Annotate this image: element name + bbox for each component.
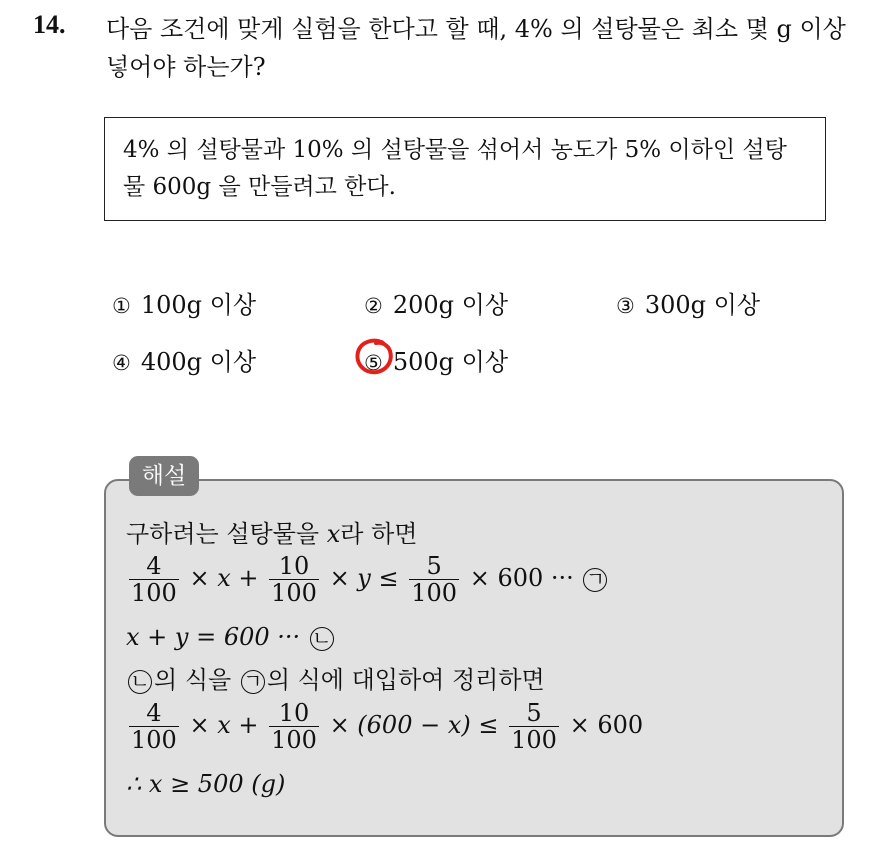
question-text: 다음 조건에 맞게 실험을 한다고 할 때, 4% 의 설탕물은 최소 몇 g 이상 넣어야 하는가? (106, 15, 846, 81)
fraction (269, 700, 319, 753)
choice-2[interactable] (364, 285, 508, 320)
equation-3 (126, 700, 643, 753)
denominator: 100 (511, 726, 557, 754)
term: × 600 ··· (469, 564, 582, 592)
choice-number: ② (364, 294, 383, 318)
term: × y ≤ (329, 564, 399, 592)
denominator: 100 (131, 726, 177, 754)
term: x + y = 600 ··· (126, 623, 308, 651)
condition-text: 4% 의 설탕물과 10% 의 설탕물을 섞어서 농도가 5% 이하인 설탕물 600g 을 만들려고 한다. (123, 137, 787, 200)
denominator: 100 (271, 579, 317, 607)
numerator: 4 (146, 699, 162, 727)
numerator: 10 (278, 699, 310, 727)
term: × x + (189, 564, 259, 592)
choice-number: ⑤ (364, 351, 383, 375)
fraction (129, 553, 179, 606)
fraction (509, 700, 559, 753)
equation-1 (126, 553, 609, 606)
circled-giyeok-mark: ㄱ (241, 670, 265, 694)
text: 구하려는 설탕물을 (126, 520, 327, 548)
fraction (269, 553, 319, 606)
denominator: 100 (411, 579, 458, 607)
numerator: 10 (278, 552, 310, 580)
choice-label: 400g 이상 (140, 348, 256, 376)
numerator: 5 (426, 552, 442, 580)
choice-label: 100g 이상 (140, 291, 256, 319)
condition-box (104, 117, 826, 221)
solution-tag: 해설 (129, 456, 199, 496)
choice-number: ④ (112, 351, 131, 375)
denominator: 100 (271, 726, 317, 754)
choice-label: 200g 이상 (392, 291, 508, 319)
choice-3[interactable] (616, 285, 760, 320)
solution-line-1 (126, 514, 417, 549)
term: × x + (189, 711, 259, 739)
choice-number: ③ (616, 294, 635, 318)
circled-giyeok-mark: ㄱ (583, 568, 607, 592)
choice-label: 500g 이상 (392, 348, 508, 376)
numerator: 5 (526, 699, 542, 727)
fraction (409, 553, 459, 606)
choice-number: ① (112, 294, 131, 318)
text: 라 하면 (340, 520, 418, 548)
circled-nieun-mark: ㄴ (310, 627, 334, 651)
solution-line-4 (126, 660, 545, 695)
term: × (600 − x) ≤ (329, 711, 499, 739)
question-number: 14. (33, 10, 66, 39)
answer-circle-mark-icon (353, 337, 395, 377)
equation-2 (126, 623, 336, 651)
text: 의 식에 대입하여 정리하면 (266, 666, 545, 694)
choice-label: 300g 이상 (644, 291, 760, 319)
term: × 600 (569, 711, 644, 739)
choice-1[interactable] (112, 285, 256, 320)
denominator: 100 (131, 579, 177, 607)
circled-nieun-mark: ㄴ (128, 670, 152, 694)
numerator: 4 (146, 552, 162, 580)
solution-result: ∴ x ≥ 500 (g) (126, 770, 286, 798)
choice-4[interactable] (112, 342, 256, 377)
text: 의 식을 (154, 666, 239, 694)
variable: x (326, 520, 341, 548)
fraction (129, 700, 179, 753)
